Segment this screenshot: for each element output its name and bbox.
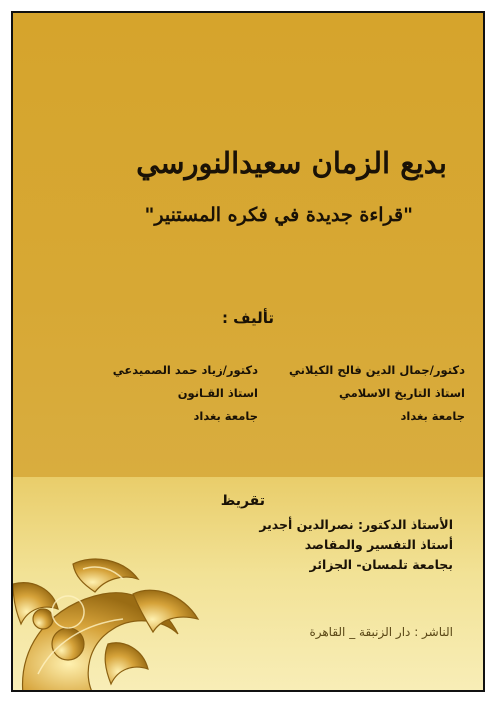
ornament-icon [13,524,203,692]
cover-lower-panel [13,477,483,692]
author-2-name: دكتور/زياد حمد الصميدعي [112,363,258,377]
author-1 [289,359,465,428]
author-2 [113,359,258,428]
preface-position: أستاذ التفسير والمقاصد [304,537,453,552]
author-1-position: استاذ التاريخ الاسلامي [339,386,465,400]
author-2-position: استاذ القـانون [177,386,258,400]
author-1-name: دكتور/جمال الدين فالح الكيلاني [289,363,465,377]
authored-label: تأليف : [221,309,275,327]
preface-university: بجامعة تلمسان- الجزائر [309,557,453,572]
author-1-university: جامعة بغداد [400,409,465,423]
book-subtitle: "قراءة جديدة في فكره المستنير" [144,204,413,226]
cover-frame [11,11,485,692]
book-title: بديع الزمان سعيدالنورسي [136,146,447,180]
preface-block [259,515,453,575]
preface-label: تقريظ [220,493,265,509]
preface-name: الأستاذ الدكتور: نصرالدين أجدير [259,517,453,532]
publisher-line: الناشر : دار الزنبقة _ القاهرة [309,625,453,639]
author-2-university: جامعة بغداد [193,409,258,423]
